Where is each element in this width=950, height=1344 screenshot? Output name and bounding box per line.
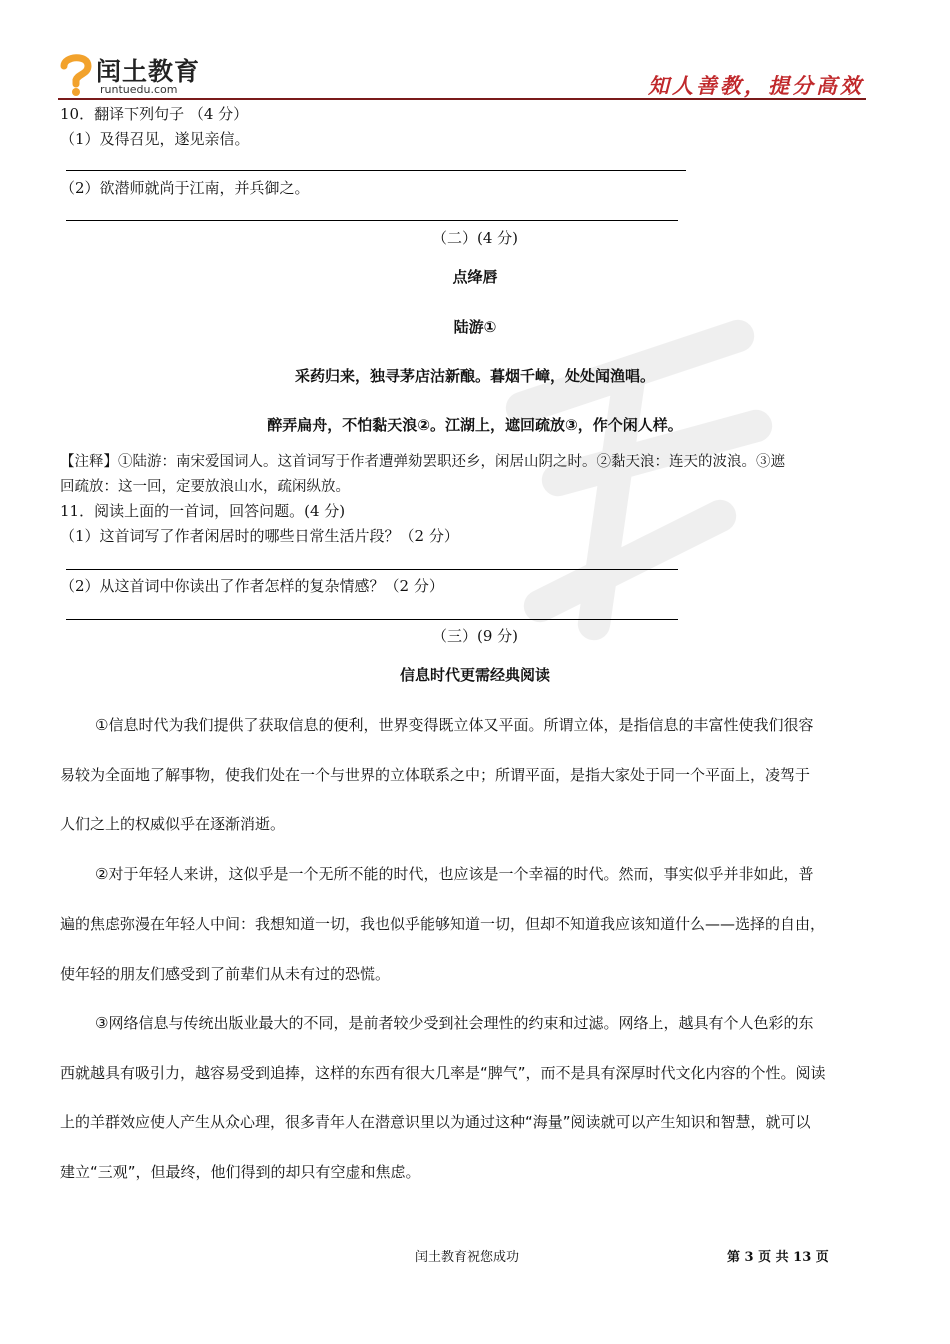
q10-item-2: （2）欲潜师就尚于江南，并兵御之。 — [60, 179, 310, 197]
para2-line-3: 使年轻的朋友们感受到了前辈们从未有过的恐慌。 — [60, 965, 391, 983]
q10-title: 10．翻译下列句子 （4 分） — [60, 105, 249, 123]
poem-line-2: 醉弄扁舟，不怕黏天浪②。江湖上，遮回疏放③，作个闲人样。 — [267, 416, 683, 434]
para1-line-1: ①信息时代为我们提供了获取信息的便利，世界变得既立体又平面。所谓立体，是指信息的丰富性使我们很容 — [95, 716, 814, 734]
answer-line[interactable] — [66, 619, 678, 620]
annotation-line-1: 【注释】①陆游：南宋爱国词人。这首词写于作者遭弹劾罢职还乡，闲居山阴之时。②黏天浪：连天的波浪。③遮 — [60, 454, 785, 470]
q11-title: 11．阅读上面的一首词，回答问题。(4 分) — [60, 502, 346, 520]
page-number: 第 3 页 共 13 页 — [727, 1250, 829, 1265]
slogan: 知人善教，提分高效 — [648, 73, 864, 98]
poem-author: 陆游① — [453, 318, 497, 336]
logo-url: runtuedu.com — [100, 83, 178, 96]
watermark-icon — [450, 300, 810, 660]
article-title: 信息时代更需经典阅读 — [399, 666, 550, 684]
logo-text: 闰土教育 — [96, 57, 201, 86]
section3-heading: （三）(9 分) — [431, 627, 519, 645]
q11-item-2: （2）从这首词中你读出了作者怎样的复杂情感？（2 分） — [60, 577, 444, 595]
poem-title: 点绛唇 — [452, 268, 498, 286]
para3-line-4: 建立“三观”，但最终，他们得到的却只有空虚和焦虑。 — [60, 1163, 421, 1181]
para3-line-1: ③网络信息与传统出版业最大的不同，是前者较少受到社会理性的约束和过滤。网络上，越具有个人色彩的东 — [95, 1014, 814, 1032]
poem-line-1: 采药归来，独寻茅店沽新酿。暮烟千嶂，处处闻渔唱。 — [294, 367, 655, 385]
q10-item-1: （1）及得召见，遂见亲信。 — [60, 130, 250, 148]
logo-mark-icon — [58, 52, 94, 98]
para2-line-2: 遍的焦虑弥漫在年轻人中间：我想知道一切，我也似乎能够知道一切，但却不知道我应该知道什么——选择的自由， — [60, 915, 826, 933]
para3-line-2: 西就越具有吸引力，越容易受到追捧，这样的东西有很大几率是“脾气”，而不是具有深厚时代文化内容的个性。阅读 — [60, 1064, 826, 1082]
q11-item-1: （1）这首词写了作者闲居时的哪些日常生活片段？（2 分） — [60, 527, 459, 545]
para1-line-3: 人们之上的权威似乎在逐渐消逝。 — [60, 815, 286, 833]
annotation-line-2: 回疏放：这一回，定要放浪山水，疏闲纵放。 — [60, 479, 350, 495]
para3-line-3: 上的羊群效应使人产生从众心理，很多青年人在潜意识里以为通过这种“海量”阅读就可以产生知识和智慧，就可以 — [60, 1113, 811, 1131]
para1-line-2: 易较为全面地了解事物，使我们处在一个与世界的立体联系之中；所谓平面，是指大家处于同一个平面上，凌驾于 — [60, 766, 811, 784]
answer-line[interactable] — [66, 170, 686, 171]
footer-slogan: 闰土教育祝您成功 — [415, 1250, 520, 1265]
section2-heading: （二）(4 分) — [431, 229, 519, 247]
answer-line[interactable] — [66, 220, 678, 221]
logo — [58, 52, 218, 102]
para2-line-1: ②对于年轻人来讲，这似乎是一个无所不能的时代，也应该是一个幸福的时代。然而，事实似乎并非如此，普 — [95, 865, 814, 883]
header-divider — [58, 98, 866, 100]
answer-line[interactable] — [66, 569, 678, 570]
